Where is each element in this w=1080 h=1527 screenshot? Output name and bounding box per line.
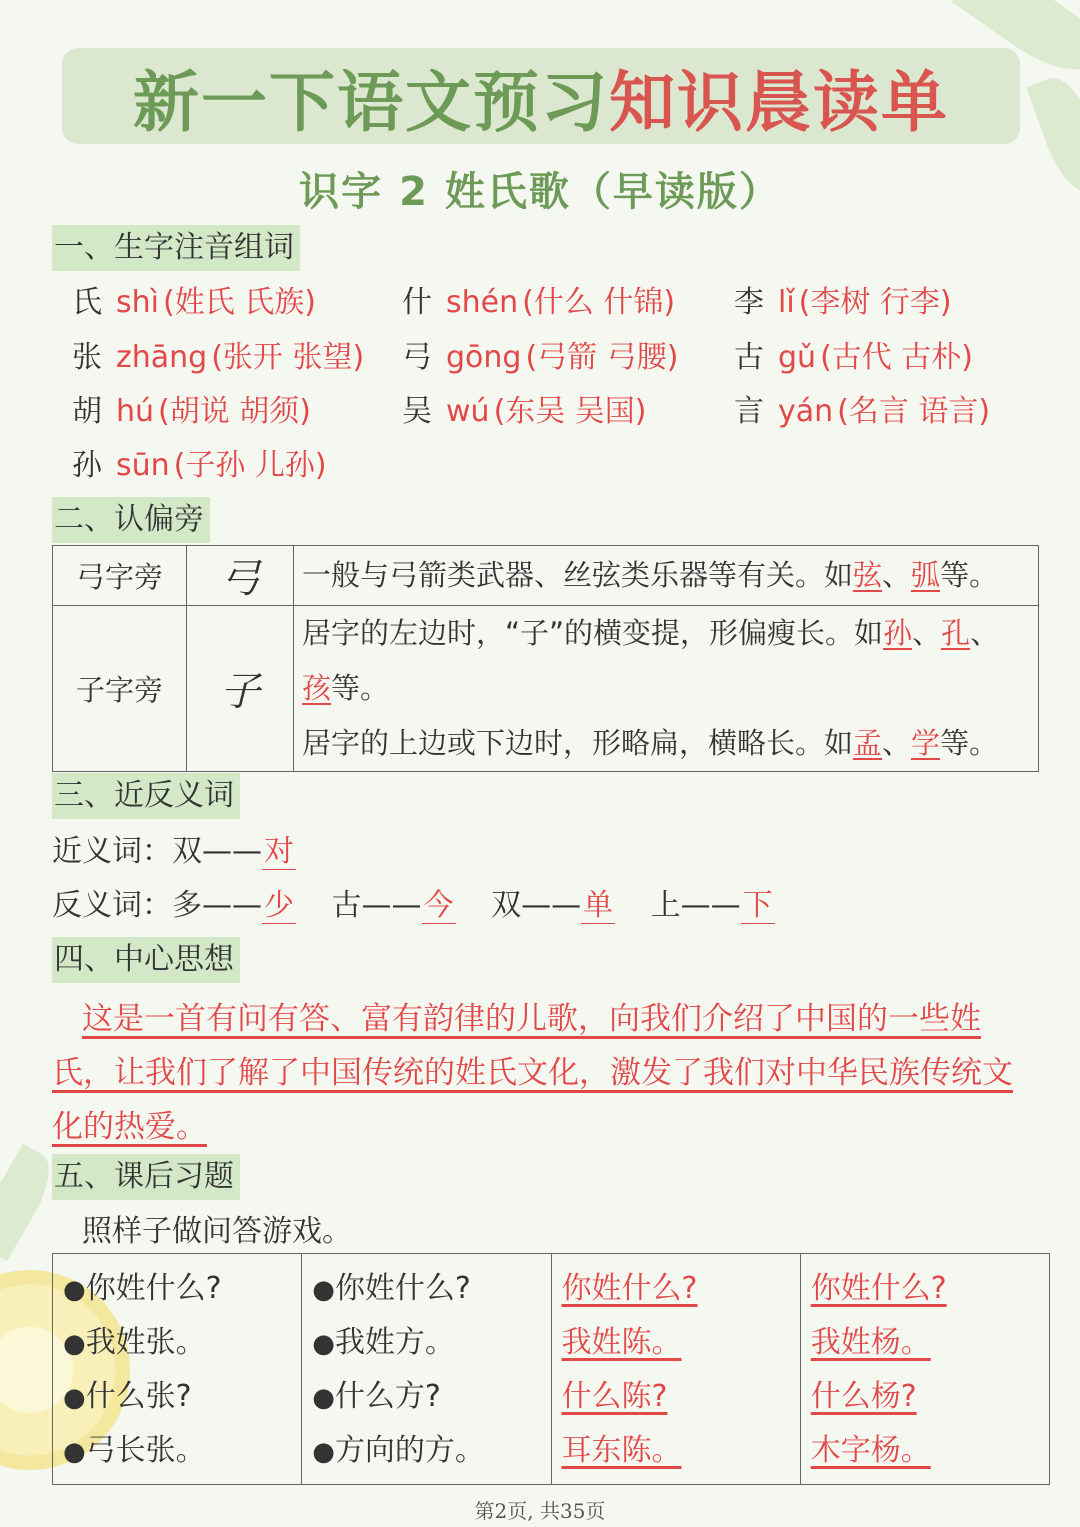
answer: 少: [264, 888, 294, 923]
answer: 对: [264, 834, 294, 869]
section-heading-characters: 一、生字注音组词: [52, 225, 300, 271]
title-banner: [62, 48, 1020, 144]
words: (古代 古朴): [820, 340, 974, 375]
section-heading-center-idea: 四、中心思想: [52, 937, 240, 983]
section-heading-exercise: 五、课后习题: [52, 1154, 240, 1200]
words: (东吴 吴国): [493, 394, 647, 429]
words: (张开 张望): [211, 340, 365, 375]
pinyin: hú: [116, 394, 155, 429]
title-green-part: 新一下语文预习: [133, 62, 609, 141]
pinyin: gōng: [446, 340, 522, 375]
words: (姓氏 氏族): [162, 285, 316, 320]
pinyin: shén: [446, 285, 519, 320]
pinyin: gǔ: [778, 340, 817, 375]
char: 言: [734, 394, 764, 429]
page-title: [133, 49, 949, 144]
table-row: [53, 606, 1039, 772]
radical-glyph: 子: [187, 606, 294, 772]
answer: 下: [742, 888, 773, 923]
center-idea-text: 这是一首有问有答、富有韵律的儿歌，向我们介绍了中国的一些姓氏，让我们了解了中国传统的姓氏文化，激发了我们对中华民族传统文化的热爱。: [52, 1001, 1013, 1145]
char: 氏: [72, 285, 102, 320]
pinyin: sūn: [116, 448, 170, 483]
table-row: [53, 1254, 1050, 1485]
words: (名言 语言): [837, 394, 991, 429]
pinyin: yán: [778, 394, 834, 429]
char-item: [402, 392, 647, 432]
qa-answer-column: 你姓什么? 我姓杨。 什么杨? 木字杨。: [800, 1254, 1049, 1485]
table-row: [53, 546, 1039, 606]
char-item: [734, 338, 973, 378]
lesson-subtitle: 识字 2 姓氏歌（早读版）: [299, 169, 781, 215]
radical-description: 一般与弓箭类武器、丝弦类乐器等有关。如弦、弧等。: [294, 546, 1039, 606]
char-item: [734, 283, 952, 323]
synonym-line: 近义词：双——对: [52, 834, 294, 869]
words: (胡说 胡须): [158, 394, 311, 429]
radical-name: 子字旁: [53, 606, 187, 772]
title-red-part: 知识晨读单: [609, 62, 949, 141]
words: (李树 行李): [798, 285, 952, 320]
radical-table: [52, 545, 1039, 772]
pinyin: shì: [116, 285, 159, 320]
radical-description: 居字的左边时，“子”的横变提，形偏瘦长。如孙、孔、 孩等。 居字的上边或下边时，形略扁，横略长。如孟、学等。: [294, 606, 1039, 772]
char-item: [72, 338, 364, 378]
char-item: [72, 392, 311, 432]
page-footer: 第2页, 共35页: [474, 1499, 606, 1523]
char: 弓: [402, 340, 432, 375]
antonym-line: 反义词：多——少 古——今 双——单 上——下: [52, 888, 773, 923]
pinyin: lǐ: [778, 285, 795, 320]
radical-name: 弓字旁: [53, 546, 187, 606]
words: (什么 什锦): [522, 285, 676, 320]
char: 胡: [72, 394, 102, 429]
char: 吴: [402, 394, 432, 429]
char: 古: [734, 340, 764, 375]
char-item: [402, 338, 678, 378]
section-heading-radicals: 二、认偏旁: [52, 497, 210, 543]
char-item: [402, 283, 675, 323]
char: 什: [402, 285, 432, 320]
answer: 今: [423, 888, 454, 923]
qa-column: ●你姓什么? ●我姓方。 ●什么方? ●方向的方。: [302, 1254, 551, 1485]
qa-answer-column: 你姓什么? 我姓陈。 什么陈? 耳东陈。: [551, 1254, 800, 1485]
answer: 单: [583, 888, 614, 923]
char-item: [734, 392, 990, 432]
char-item: [72, 283, 316, 323]
section-heading-synonyms: 三、近反义词: [52, 773, 240, 819]
radical-glyph: 弓: [187, 546, 294, 606]
words: (子孙 儿孙): [173, 448, 327, 483]
char: 李: [734, 285, 764, 320]
pinyin: wú: [446, 394, 490, 429]
exercise-prompt: 照样子做问答游戏。: [82, 1214, 352, 1249]
char-item: [72, 446, 327, 486]
words: (弓箭 弓腰): [525, 340, 679, 375]
qa-table: [52, 1253, 1050, 1485]
qa-column: ●你姓什么? ●我姓张。 ●什么张? ●弓长张。: [53, 1254, 302, 1485]
pinyin: zhāng: [116, 340, 208, 375]
char: 孙: [72, 448, 102, 483]
char: 张: [72, 340, 102, 375]
